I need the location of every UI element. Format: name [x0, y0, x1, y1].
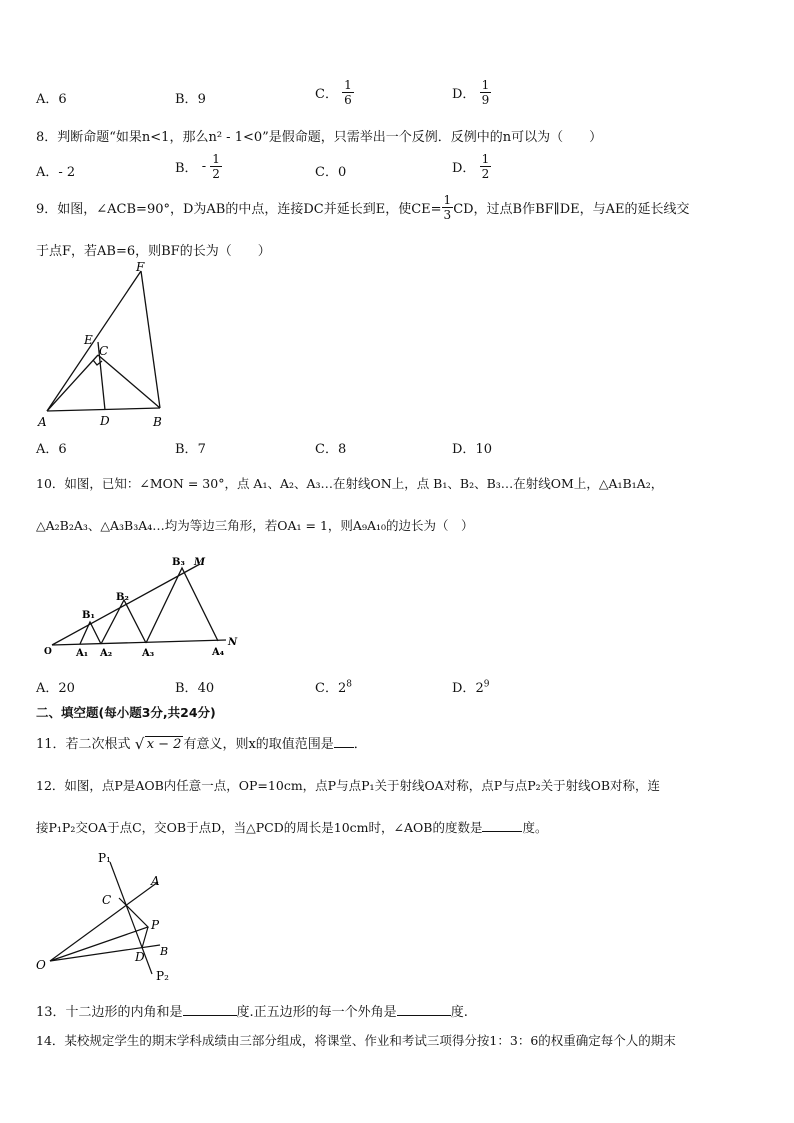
option-letter: A． [36, 92, 59, 107]
q11-text-a: 11．若二次根式 [36, 737, 131, 752]
fraction [480, 78, 492, 107]
q8-option-c [315, 161, 346, 180]
q8-option-d [452, 152, 491, 181]
option-text: 8 [337, 442, 347, 457]
power-base: 2 [475, 681, 484, 696]
label-a3: A₃ [142, 648, 155, 659]
option-text: 0 [337, 165, 347, 180]
q9-option-a [36, 438, 67, 457]
q7-option-a [36, 88, 67, 107]
fraction-numerator: 1 [212, 152, 220, 166]
answer-blank-1[interactable] [183, 1015, 237, 1016]
label-c: C [102, 893, 112, 907]
q9-figure [30, 262, 180, 434]
q10-option-c [315, 677, 352, 696]
option-letter: C． [315, 681, 338, 696]
q8-option-a [36, 161, 75, 180]
option-letter: A． [36, 165, 59, 180]
segment-pd [142, 927, 148, 948]
triangle-a1b1a2 [80, 622, 101, 644]
option-letter: A． [36, 681, 59, 696]
segment-ab [47, 408, 160, 411]
fraction-numerator: 1 [481, 152, 490, 166]
label-d: D [100, 414, 110, 428]
option-text: 7 [197, 442, 206, 457]
fraction [442, 193, 454, 222]
negative-sign: - [201, 159, 207, 174]
answer-blank[interactable] [482, 831, 522, 832]
option-letter: D． [452, 442, 476, 457]
q10-stem-line2: △A₂B₂A₃、△A₃B₃A₄…均为等边三角形，若OA₁ = 1，则A₉A₁₀的边长为（ ） [36, 518, 474, 533]
segment-ac [47, 355, 98, 411]
answer-blank[interactable] [334, 747, 354, 748]
fraction [342, 78, 354, 107]
power-exponent: 8 [346, 679, 352, 690]
label-f: F [136, 262, 145, 274]
segment-cb [98, 355, 160, 408]
option-letter: A． [36, 442, 59, 457]
option-text: 10 [475, 442, 492, 457]
q12-stem-line2 [36, 818, 547, 836]
q13-stem [36, 1001, 468, 1020]
option-text: 6 [58, 92, 67, 107]
answer-blank-2[interactable] [397, 1015, 451, 1016]
option-letter: D． [452, 681, 476, 696]
q8-stem: 8．判断命题“如果n<1，那么n² - 1<0”是假命题，只需举出一个反例．反例中的n可以为（ ） [36, 130, 603, 145]
option-text: 20 [58, 681, 75, 696]
label-b2: B₂ [116, 592, 129, 603]
q10-figure [40, 552, 250, 662]
q9-option-d [452, 438, 492, 457]
label-p: P [151, 918, 160, 932]
q9-text-b: CD，过点B作BF∥DE，与AE的延长线交 [453, 202, 690, 217]
q10-stem-line1: 10．如图，已知：∠MON = 30°，点 A₁、A₂、A₃…在射线ON上，点 B₁、B₂、B₃…在射线OM上，△A₁B₁A₂， [36, 476, 664, 491]
q12-figure [30, 848, 190, 988]
radicand: x − 2 [146, 737, 182, 752]
fraction-numerator: 1 [481, 78, 490, 92]
q11-stem [36, 733, 367, 752]
q10-option-b [175, 677, 214, 696]
option-letter: B． [175, 92, 198, 107]
label-n: N [228, 637, 238, 648]
option-text: 40 [197, 681, 215, 696]
q12-text-end: 度。 [522, 820, 548, 835]
fraction-denominator: 6 [344, 93, 352, 107]
segment-p1p2 [110, 862, 152, 974]
q7-option-c [315, 78, 354, 107]
q9-text-a: 9．如图，∠ACB=90°，D为AB的中点，连接DC并延长到E，使CE= [36, 202, 442, 217]
q12-stem-line1: 12．如图，点P是AOB内任意一点，OP=10cm，点P与点P₁关于射线OA对称，点P与点P₂关于射线OB对称，连 [36, 778, 661, 793]
option-letter: B． [175, 681, 198, 696]
option-letter: D． [452, 161, 476, 176]
option-letter: C． [315, 165, 338, 180]
label-b1: B₁ [82, 610, 95, 621]
segment-af [47, 271, 141, 411]
label-o: O [36, 958, 46, 972]
label-b: B [160, 945, 169, 958]
q9-option-b [175, 438, 206, 457]
label-p2: P₂ [156, 969, 169, 983]
q12-text: 接P₁P₂交OA于点C，交OB于点D，当△PCD的周长是10cm时，∠AOB的度数是 [36, 820, 483, 835]
q9-option-c [315, 438, 346, 457]
label-c: C [99, 344, 109, 358]
option-letter: D． [452, 87, 476, 102]
label-a4: A₄ [212, 647, 225, 658]
fraction [480, 152, 492, 181]
q11-text-c: ． [353, 737, 367, 752]
fraction-denominator: 2 [212, 167, 220, 181]
q10-option-d [452, 677, 489, 696]
fraction-numerator: 1 [443, 193, 452, 207]
label-a: A [151, 874, 160, 888]
segment-fb [141, 271, 160, 408]
label-p1: P₁ [98, 851, 111, 865]
option-text: - 2 [58, 165, 76, 180]
option-letter: C． [315, 442, 338, 457]
label-e: E [84, 333, 93, 347]
label-d: D [135, 950, 145, 964]
q10-option-a [36, 677, 75, 696]
label-o: O [44, 647, 52, 657]
label-a2: A₂ [100, 648, 113, 659]
segments-op-pc [50, 898, 148, 961]
label-b3: B₃ [172, 557, 185, 568]
q9-stem-line1 [36, 193, 689, 222]
q14-stem: 14．某校规定学生的期末学科成绩由三部分组成，将课堂、作业和考试三项得分按1：3：6的权重确定每个人的期末 [36, 1033, 676, 1048]
fraction-denominator: 2 [481, 167, 490, 181]
fraction-numerator: 1 [344, 78, 352, 92]
option-letter: C． [315, 87, 338, 102]
option-text: 9 [197, 92, 206, 107]
label-a1: A₁ [76, 648, 89, 659]
ray-on [52, 640, 226, 645]
q13-text-c: 度. [450, 1005, 468, 1020]
triangle-a3b3a4 [146, 568, 218, 643]
label-a: A [38, 415, 47, 429]
q7-option-b [175, 88, 206, 107]
label-m: M [194, 557, 206, 568]
power-exponent: 9 [483, 679, 490, 690]
fraction-denominator: 3 [443, 208, 452, 222]
section-title: 二、填空题(每小题3分,共24分) [36, 705, 216, 720]
q7-option-d [452, 78, 491, 107]
fraction-denominator: 9 [481, 93, 490, 107]
fraction [210, 152, 222, 181]
q8-option-b [175, 152, 222, 181]
q13-text-a: 13．十二边形的内角和是 [36, 1005, 183, 1020]
label-b: B [153, 415, 162, 429]
option-letter: B． [175, 161, 198, 176]
option-letter: B． [175, 442, 198, 457]
sqrt-expression [135, 737, 184, 752]
option-text: 6 [58, 442, 67, 457]
power-base: 2 [337, 681, 347, 696]
q11-text-b: 有意义，则x的取值范围是 [183, 737, 334, 752]
sqrt-icon: √ [134, 735, 145, 753]
q13-text-b: 度.正五边形的每一个外角是 [236, 1005, 397, 1020]
q9-stem-line2: 于点F，若AB=6，则BF的长为（ ） [36, 244, 271, 259]
